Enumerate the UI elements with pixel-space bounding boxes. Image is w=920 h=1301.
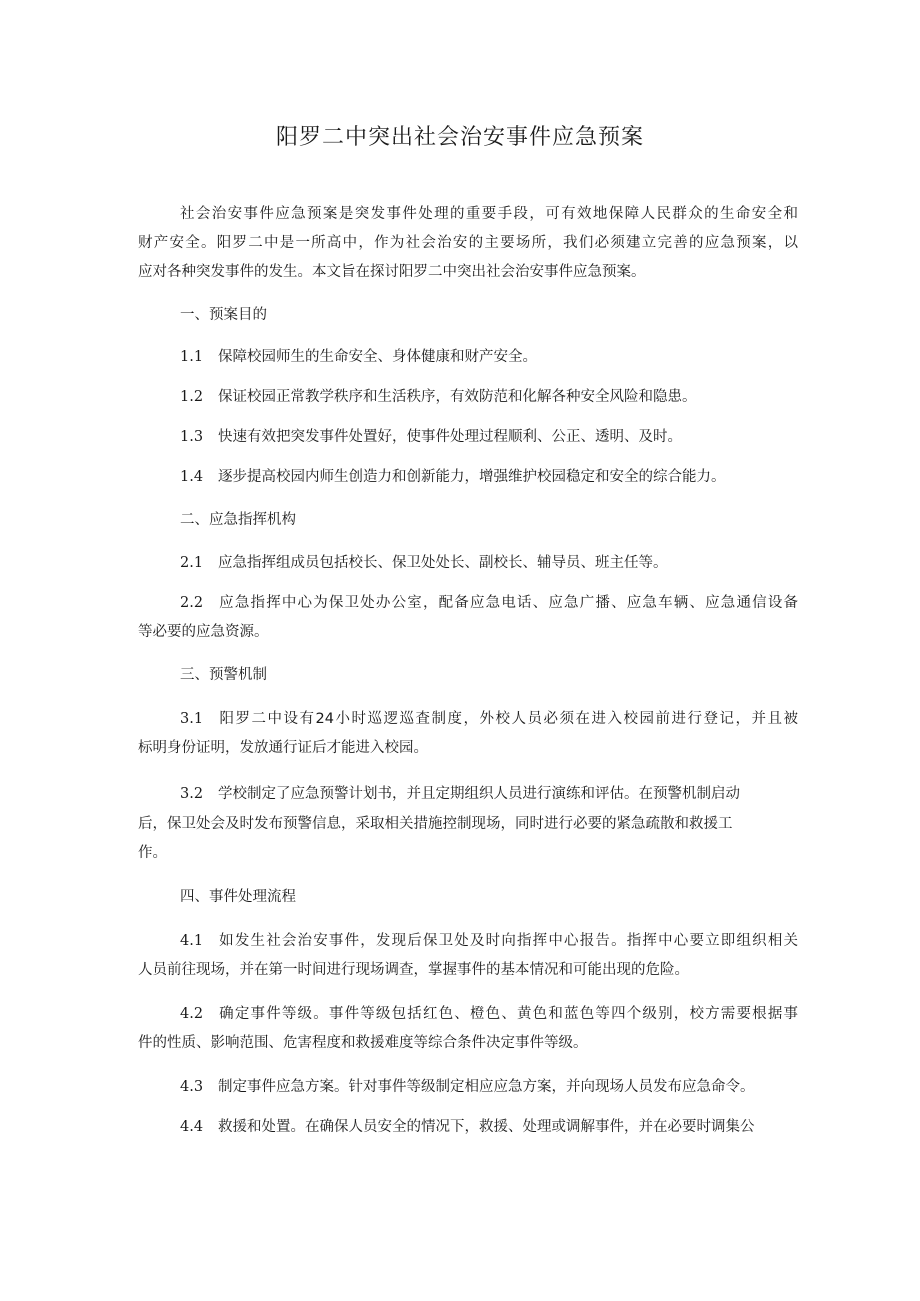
item-text: 确定事件等级。事件等级包括红色、橙色、黄色和蓝色等四个级别，校方需要根据事 [218,1006,798,1022]
item-number: 4.4 [180,1119,204,1135]
list-item-continuation: 件的性质、影响范围、危害程度和救援难度等综合条件决定事件等级。 [138,1035,588,1051]
list-item-continuation: 标明身份证明，发放通行证后才能进入校园。 [138,740,428,756]
item-text: 应急指挥中心为保卫处办公室，配备应急电话、应急广播、应急车辆、应急通信设备 [218,595,798,611]
item-text: 保障校园师生的生命安全、身体健康和财产安全。 [218,349,537,365]
list-item-continuation: 人员前往现场，并在第一时间进行现场调查，掌握事件的基本情况和可能出现的危险。 [138,962,689,978]
section-heading: 二、应急指挥机构 [180,512,296,528]
item-number: 4.3 [180,1079,204,1095]
item-text: 救援和处置。在确保人员安全的情况下，救援、处理或调解事件，并在必要时调集公 [218,1119,755,1135]
list-item [180,1116,798,1138]
item-number: 4.1 [180,933,204,949]
item-number: 3.1 [180,711,204,727]
list-item [180,552,798,574]
list-item [180,930,798,952]
intro-line: 社会治安事件应急预案是突发事件处理的重要手段，可有效地保障人民群众的生命安全和 [180,206,798,222]
item-number: 1.4 [180,469,204,485]
item-text: 逐步提高校园内师生创造力和创新能力，增强维护校园稳定和安全的综合能力。 [218,469,726,485]
section-heading: 三、预警机制 [180,667,267,683]
item-text: 如发生社会治安事件，发现后保卫处及时向指挥中心报告。指挥中心要立即组织相关 [218,933,798,949]
intro-line: 财产安全。阳罗二中是一所高中，作为社会治安的主要场所，我们必须建立完善的应急预案，以 [138,235,798,251]
list-item [180,1003,798,1025]
list-item [180,346,798,368]
list-item-continuation: 等必要的应急资源。 [138,624,269,640]
section-heading: 一、预案目的 [180,307,267,323]
list-item [180,426,798,448]
list-item [180,708,798,730]
list-item [180,466,798,488]
item-number: 2.1 [180,555,204,571]
item-number: 1.1 [180,349,204,365]
item-text: 快速有效把突发事件处置好，使事件处理过程顺利、公正、透明、及时。 [218,429,682,445]
document-title: 阳罗二中突出社会治安事件应急预案 [275,125,644,150]
item-number: 1.3 [180,429,204,445]
item-text: 学校制定了应急预警计划书，并且定期组织人员进行演练和评估。在预警机制启动 [218,786,740,802]
list-item [180,592,798,614]
list-item-continuation: 后，保卫处会及时发布预警信息，采取相关措施控制现场，同时进行必要的紧急疏散和救援工 [138,816,733,832]
list-item [180,783,798,805]
section-heading: 四、事件处理流程 [180,889,296,905]
item-number: 3.2 [180,786,204,802]
intro-line: 应对各种突发事件的发生。本文旨在探讨阳罗二中突出社会治安事件应急预案。 [138,264,646,280]
item-text: 保证校园正常教学秩序和生活秩序，有效防范和化解各种安全风险和隐患。 [218,389,697,405]
item-text: 应急指挥组成员包括校长、保卫处处长、副校长、辅导员、班主任等。 [218,555,668,571]
item-number: 2.2 [180,595,204,611]
list-item-continuation: 作。 [138,845,167,861]
item-text: 制定事件应急方案。针对事件等级制定相应应急方案，并向现场人员发布应急命令。 [218,1079,755,1095]
item-number: 4.2 [180,1006,204,1022]
list-item [180,386,798,408]
item-number: 1.2 [180,389,204,405]
list-item [180,1076,798,1098]
item-text: 阳罗二中设有24小时巡逻巡査制度，外校人员必须在进入校园前进行登记，并且被 [218,711,798,727]
